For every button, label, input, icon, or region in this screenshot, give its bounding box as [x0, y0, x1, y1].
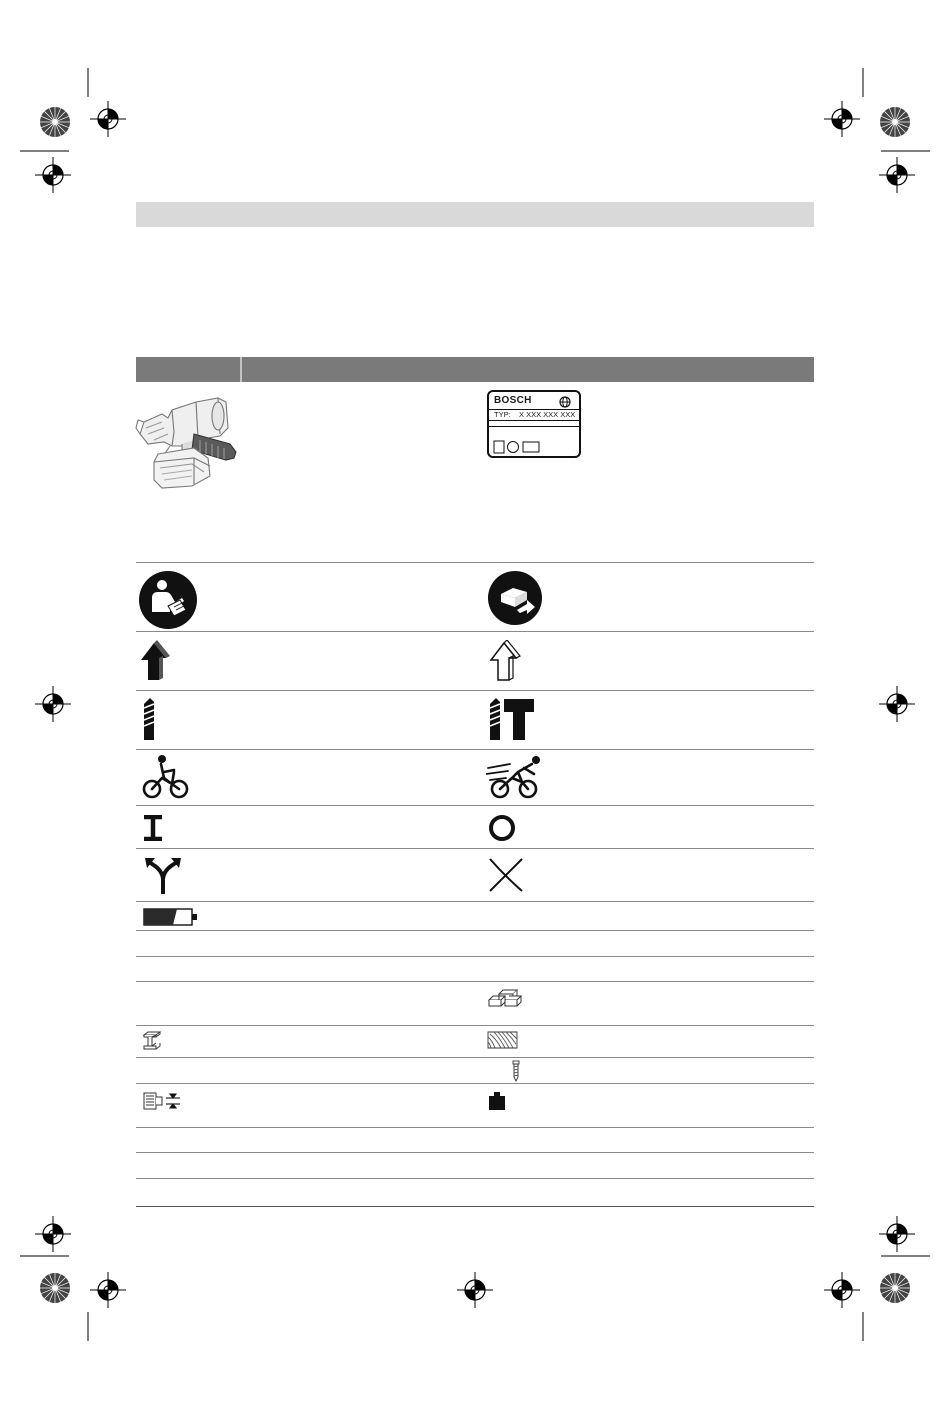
row-divider: [136, 848, 814, 849]
row-divider: [136, 1083, 814, 1084]
wood-grain-icon: [487, 1030, 519, 1052]
weight-icon: [488, 1091, 506, 1111]
read-manual-icon: [138, 570, 198, 630]
drill-bit-icon: [140, 696, 158, 742]
arrow-up-filled-icon: [138, 640, 174, 682]
arrow-up-outline-icon: [488, 640, 524, 682]
accessory-box-icon: [487, 570, 543, 626]
row-divider: [136, 981, 814, 982]
row-divider: [136, 1127, 814, 1128]
steel-beam-icon: [142, 1031, 162, 1051]
row-divider: [136, 901, 814, 902]
row-divider: [136, 690, 814, 691]
drill-hammer-icon: [486, 696, 536, 742]
cross-icon: [488, 857, 524, 893]
nameplate-type-label: TYP:: [494, 410, 511, 419]
nameplate-type-value: X XXX XXX XXX: [519, 410, 576, 419]
chuck-dimension-icon: [142, 1090, 182, 1112]
nameplate-type-row: [489, 409, 579, 421]
table-bottom-rule: [136, 1206, 814, 1207]
row-divider: [136, 562, 814, 563]
fast-speed-cyclist-icon: [486, 754, 544, 800]
row-divider: [136, 956, 814, 957]
table-header-divider: [240, 357, 242, 382]
battery-icon: [143, 907, 199, 927]
row-divider: [136, 749, 814, 750]
table-header: [136, 357, 814, 382]
globe-icon: [559, 396, 571, 408]
nameplate-divider: [489, 426, 579, 427]
slow-speed-cyclist-icon: [142, 754, 190, 800]
header-band: [136, 202, 814, 227]
row-divider: [136, 1152, 814, 1153]
row-divider: [136, 1057, 814, 1058]
nameplate-brand: BOSCH: [494, 395, 532, 406]
wood-stack-icon: [487, 986, 525, 1008]
screw-icon: [511, 1060, 521, 1082]
row-divider: [136, 1178, 814, 1179]
on-icon: [142, 815, 164, 841]
row-divider: [136, 1025, 814, 1026]
row-divider: [136, 631, 814, 632]
cordless-drill-image: [134, 388, 240, 490]
nameplate-symbols-icon: [493, 440, 553, 454]
direction-fork-icon: [143, 856, 183, 896]
row-divider: [136, 805, 814, 806]
off-icon: [488, 814, 516, 842]
nameplate: [487, 390, 581, 458]
row-divider: [136, 930, 814, 931]
